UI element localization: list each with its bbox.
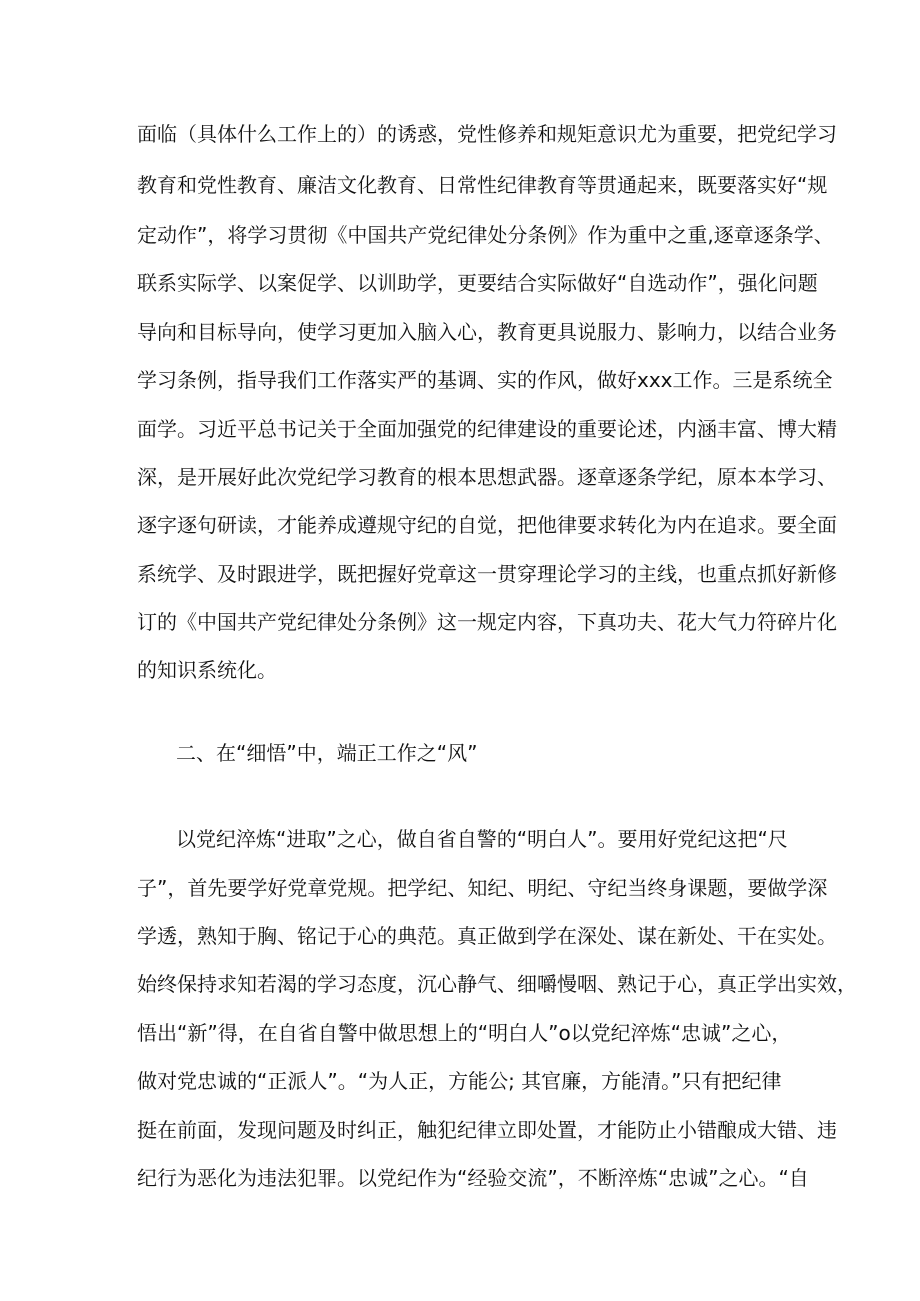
text-line: 系统学、及时跟进学，既把握好党章这一贯穿理论学习的主线，也重点抓好新修 bbox=[137, 562, 837, 586]
text-line: 定动作”，将学习贯彻《中国共产党纪律处分条例》作为重中之重,逐章逐条学、 bbox=[137, 223, 834, 247]
text-line: 逐字逐句研读，才能养成遵规守纪的自觉，把他律要求转化为内在追求。要全面 bbox=[137, 513, 837, 537]
text-line: 面学。习近平总书记关于全面加强党的纪律建设的重要论述，内涵丰富、博大精 bbox=[137, 417, 837, 441]
text-line: 悟出“新”得，在自省自警中做思想上的“明白人”o以党纪淬炼“忠诚”之心， bbox=[137, 1021, 792, 1045]
text-line: 订的《中国共产党纪律处分条例》这一规定内容，下真功夫、花大气力符碎片化 bbox=[137, 610, 837, 634]
text-line: 始终保持求知若渴的学习态度，沉心静气、细嚼慢咽、熟记于心，真正学出实效， bbox=[137, 972, 857, 996]
section-heading: 二、在“细悟”中，端正工作之“风” bbox=[176, 741, 478, 765]
text-line: 子”，首先要学好党章党规。把学纪、知纪、明纪、守纪当终身课题，要做学深 bbox=[137, 876, 828, 900]
text-line: 教育和党性教育、廉洁文化教育、日常性纪律教育等贯通起来，既要落实好“规 bbox=[137, 173, 828, 197]
text-line: 学透，熟知于胸、铭记于心的典范。真正做到学在深处、谋在新处、干在实处。 bbox=[137, 924, 837, 948]
text-line: 导向和目标导向，使学习更加入脑入心，教育更具说服力、影响力，以结合业务 bbox=[137, 320, 837, 344]
text-line: 纪行为恶化为违法犯罪。以党纪作为“经验交流”，不断淬炼“忠诚”之心。“自 bbox=[137, 1166, 809, 1190]
text-line: 以党纪淬炼“进取”之心，做自省自警的“明白人”。要用好党纪这把“尺 bbox=[176, 827, 788, 851]
text-line: 面临（具体什么工作上的）的诱惑，党性修养和规矩意识尤为重要，把党纪学习 bbox=[137, 122, 837, 146]
text-line: 深，是开展好此次党纪学习教育的根本思想武器。逐章逐条学纪，原本本学习、 bbox=[137, 465, 837, 489]
text-line: 挺在前面，发现问题及时纠正，触犯纪律立即处置，才能防止小错酿成大错、违 bbox=[137, 1118, 837, 1142]
text-line: 做对党忠诚的“正派人”。“为人正，方能公; 其官廉，方能清。”只有把纪律 bbox=[137, 1069, 782, 1093]
text-line: 的知识系统化。 bbox=[137, 658, 277, 682]
text-line: 学习条例，指导我们工作落实严的基调、实的作风，做好xxx工作。三是系统全 bbox=[137, 368, 833, 392]
text-line: 联系实际学、以案促学、以训助学，更要结合实际做好“自选动作”，强化问题 bbox=[137, 271, 818, 295]
